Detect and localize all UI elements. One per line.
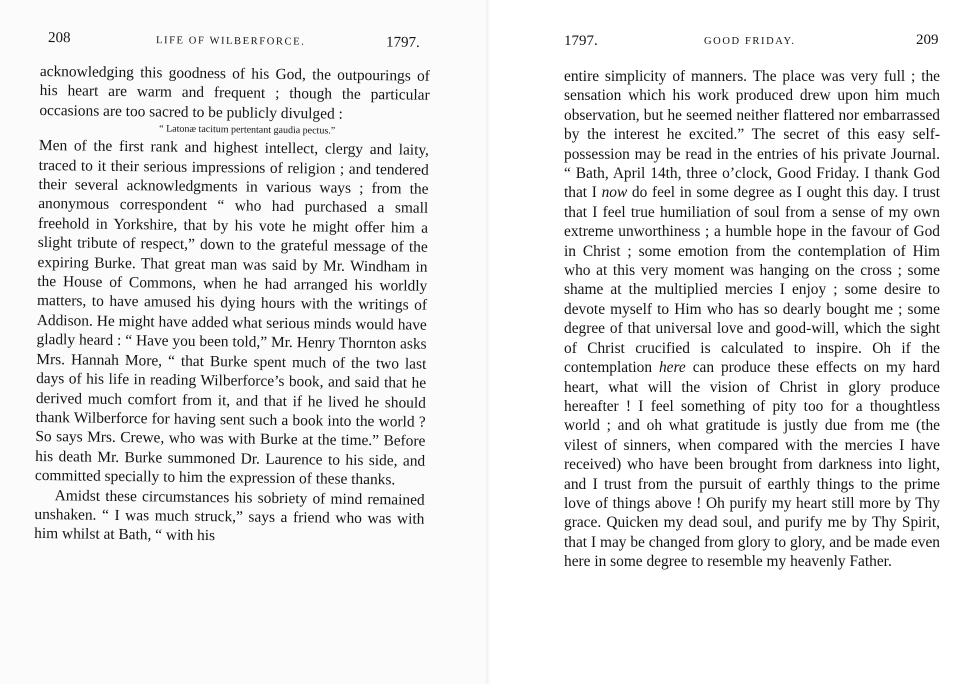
page-number: 208 — [47, 29, 71, 47]
running-head: GOOD FRIDAY. — [704, 36, 796, 47]
right-page-body — [564, 67, 940, 572]
text-run: can produce these effects on my hard heart, what will the vision of Christ in glory produce hereafter ! I feel something of pity too for a thoughtless world ; and oh what gratitude is justly due from me (the vilest of sinners, when compared with the mercies I have received) who have been brought from darkness into light, and I trust from the pursuit of earthly things to the prime love of things above ! Oh purify my heart still more by Thy grace. Quicken my dead soul, and purify me by Thy Spirit, that I may be changed from glory to glory, and be made even here in some degree to resemble my heavenly Father. — [564, 359, 940, 571]
page-number: 209 — [916, 32, 939, 48]
text-run: entire simplicity of manners. The place was very full ; the sensation which his work produced drew upon him much observation, but he seemed neither flattered nor embarrassed by the interest he excited.” The secret of this easy self-possession may be read in the entries of his private Journal. “ Bath, April 14th, three o’clock, Good Friday. I thank God that I — [564, 68, 940, 202]
header-year: 1797. — [385, 34, 420, 51]
header-year: 1797. — [564, 33, 598, 49]
paragraph: Men of the first rank and highest intellect, clergy and laity, traced to it their serious impressions of religion ; and tendered their several acknowledgments in various ways ; from the anonymous correspondent “ who had purchased a small freehold in Yorkshire, that by his vote he might offer him a slight tribute of respect,” down to the grateful message of the expiring Burke. That great man was said by Mr. Windham in the House of Commons, when he had arranged his worldly matters, to have amused his dying hours with the writings of Addison. He might have added what serious minds would have gladly heard : “ Have you been told,” Mr. Henry Thornton asks Mrs. Hannah More, “ that Burke spent much of the two last days of his life in reading Wilberforce’s book, and said that he derived much comfort from it, and that if he lived he should thank Wilberforce for having sent such a book into the world ? So says Mrs. Crewe, who was with Burke at the time.” Before his death Mr. Burke summoned Dr. Laurence to his side, and committed specially to him the expression of these thanks. — [34, 137, 430, 489]
right-page-header — [564, 32, 939, 54]
running-head: LIFE OF WILBERFORCE. — [155, 35, 306, 48]
left-page-header — [48, 30, 432, 56]
right-page — [490, 0, 980, 684]
latin-quotation: “ Latonæ tacitum pertentant gaudia pectus.” — [159, 123, 336, 137]
paragraph: acknowledging this goodness of his God, the outpourings of his heart are warm and frequent ; though the particular occasions are too sacred to be publicly divulged : — [39, 62, 430, 123]
left-page-body — [34, 62, 430, 548]
paragraph: Amidst these circumstances his sobriety of mind remained unshaken. “ I was much struck,” says a friend who was with him whilst at Bath, “ with his — [34, 486, 425, 545]
text-run: do feel in some degree as I ought this day. I trust that I feel true humiliation of soul from a sense of my own extreme unworthiness ; a humble hope in the favour of God in Christ ; some emotion from the contemplation of Him who at this very moment was hanging on the cross ; some shame at the multiplied mercies I enjoy ; some desire to devote myself to Him who has so dearly bought me ; some degree of that universal love and good-will, which the sight of Christ crucified is calculated to inspire. Oh if the contemplation — [564, 184, 941, 377]
paragraph — [564, 67, 940, 572]
italic-word: now — [601, 184, 628, 202]
italic-word: here — [658, 359, 686, 377]
